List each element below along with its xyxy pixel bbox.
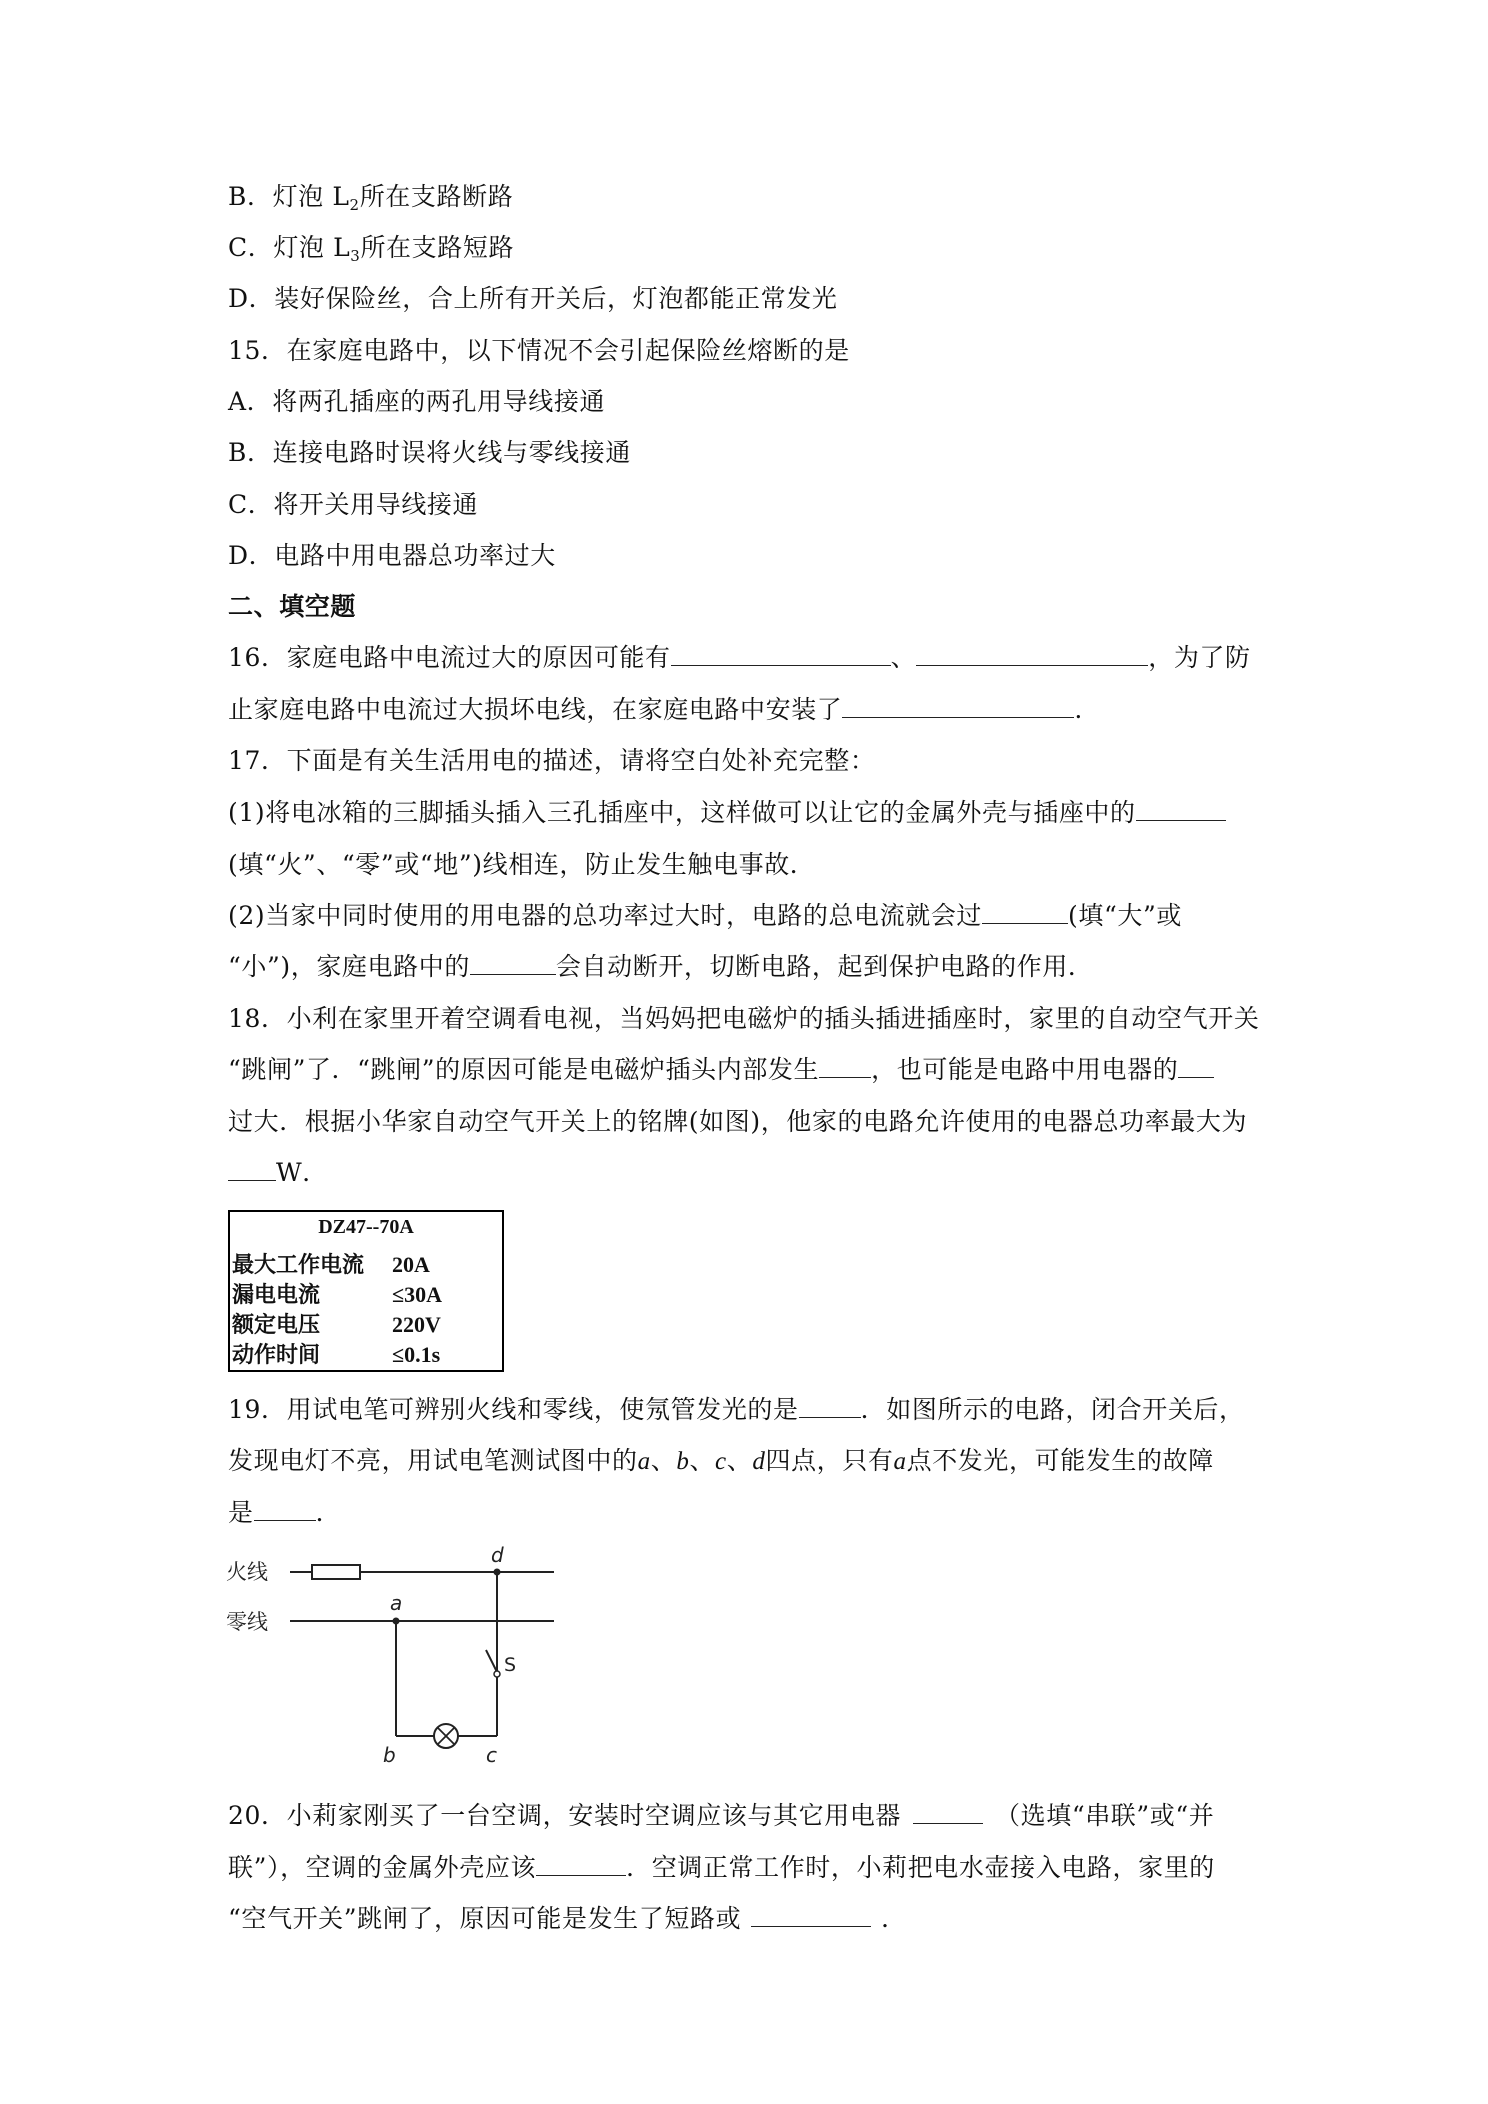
q20-line2	[228, 1851, 1215, 1885]
q18-line1: 18．小利在家里开着空调看电视，当妈妈把电磁炉的插头插进插座时，家里的自动空气开关	[228, 1004, 1260, 1033]
q16-text-2: ，为了防	[1148, 643, 1251, 672]
q19-line1	[228, 1393, 1245, 1427]
q18-line2	[228, 1053, 1214, 1087]
fuse	[312, 1565, 360, 1579]
q17-s1-text: (1)将电冰箱的三脚插头插入三孔插座中，这样做可以让它的金属外壳与插座中的	[228, 798, 1136, 827]
q17-s2-line2	[228, 950, 1094, 984]
q14-option-b-text: B．灯泡 L	[228, 182, 350, 211]
q17-s1-line1	[228, 796, 1226, 830]
q14-option-b	[228, 180, 513, 214]
q16-separator: 、	[890, 643, 917, 672]
switch-contact	[494, 1671, 500, 1677]
q17-s2-line2-text: “小”)，家庭电路中的	[228, 952, 470, 981]
q20-line3-text: “空气开关”跳闸了，原因可能是发生了短路或	[228, 1904, 742, 1933]
q16-text-3: 止家庭电路中电流过大损坏电线，在家庭电路中安装了	[228, 695, 843, 724]
junction-a	[393, 1618, 400, 1625]
q17-blank-1[interactable]	[1136, 798, 1226, 821]
q19-line3-end: ．	[315, 1498, 342, 1527]
q18-blank-1[interactable]	[819, 1055, 871, 1078]
q18-unit: W．	[276, 1158, 328, 1187]
q14-option-c	[228, 231, 514, 265]
q17-s2-text-end: (填“大”或	[1068, 901, 1182, 930]
q20-blank-1[interactable]	[913, 1801, 983, 1824]
q20-line1-text: 20．小莉家刚买了一台空调，安装时空调应该与其它用电器	[228, 1801, 902, 1830]
q16-line2	[228, 693, 1083, 727]
breaker-nameplate	[228, 1210, 504, 1372]
q18-line4	[228, 1156, 328, 1190]
q14-option-d: D．装好保险丝，合上所有开关后，灯泡都能正常发光	[228, 284, 838, 313]
nameplate-value: 220V	[392, 1312, 441, 1337]
q19-point-a: a	[637, 1448, 651, 1475]
junction-d	[494, 1569, 501, 1576]
q19-point-b: b	[676, 1448, 690, 1475]
q20-line1	[228, 1799, 1214, 1833]
q19-line1-text: 19．用试电笔可辨别火线和零线，使氖管发光的是	[228, 1395, 799, 1424]
q14-option-c-text: C．灯泡 L	[228, 233, 351, 262]
q16-blank-2[interactable]	[916, 643, 1148, 666]
q17-blank-3[interactable]	[470, 952, 556, 975]
q17-s2-line2-text-end: 会自动断开，切断电路，起到保护电路的作用．	[555, 952, 1094, 981]
q15-stem: 15．在家庭电路中，以下情况不会引起保险丝熔断的是	[228, 336, 850, 365]
q16-period: .	[1074, 695, 1083, 724]
q20-blank-3[interactable]	[751, 1904, 871, 1927]
point-b-label: b	[383, 1743, 396, 1767]
q19-line1-text-end: ．如图所示的电路，闭合开关后，	[860, 1395, 1245, 1424]
nameplate-value: 20A	[392, 1252, 430, 1277]
q20-line2-text: 联”），空调的金属外壳应该	[228, 1853, 537, 1882]
q17-s2-text: (2)当家中同时使用的用电器的总功率过大时，电路的总电流就会过	[228, 901, 983, 930]
q18-blank-2[interactable]	[1178, 1055, 1214, 1078]
point-d-label: d	[491, 1546, 504, 1567]
neutral-wire-label: 零线	[226, 1610, 268, 1634]
q19-point-d: d	[752, 1448, 766, 1475]
nameplate-row	[232, 1278, 442, 1309]
nameplate-label: 漏电电流	[232, 1282, 321, 1307]
q17-stem: 17．下面是有关生活用电的描述，请将空白处补充完整：	[228, 746, 876, 775]
switch-label: S	[504, 1654, 517, 1676]
nameplate-label: 最大工作电流	[232, 1252, 365, 1277]
q19-separator: 、	[689, 1446, 716, 1475]
q18-blank-3[interactable]	[228, 1158, 276, 1181]
q17-blank-2[interactable]	[982, 901, 1068, 924]
nameplate-value: ≤0.1s	[392, 1342, 441, 1367]
q19-line2-mid: 四点，只有	[765, 1446, 894, 1475]
q20-blank-2[interactable]	[536, 1853, 626, 1876]
nameplate-label: 额定电压	[232, 1312, 321, 1337]
q14-option-b-text-end: 所在支路断路	[359, 182, 514, 211]
q16-blank-1[interactable]	[671, 643, 891, 666]
q14-option-c-subscript: 3	[350, 247, 361, 265]
q15-option-a: A．将两孔插座的两孔用导线接通	[228, 387, 606, 416]
q19-line2	[228, 1444, 1214, 1479]
section-heading: 二、填空题	[228, 592, 357, 621]
q15-option-c: C．将开关用导线接通	[228, 490, 479, 519]
q19-line2-text: 发现电灯不亮，用试电笔测试图中的	[228, 1446, 638, 1475]
q19-line3	[228, 1496, 341, 1530]
q19-blank-1[interactable]	[799, 1395, 861, 1418]
point-a-label: a	[390, 1591, 403, 1615]
q19-separator: 、	[726, 1446, 753, 1475]
live-wire-label: 火线	[226, 1560, 268, 1584]
nameplate-label: 动作时间	[232, 1342, 321, 1367]
q19-separator: 、	[650, 1446, 677, 1475]
q19-point-a-ref: a	[893, 1448, 907, 1475]
q18-line2-text: “跳闸”了．“跳闸”的原因可能是电磁炉插头内部发生	[228, 1055, 820, 1084]
q16-line1	[228, 641, 1251, 675]
q19-line2-text-end: 点不发光，可能发生的故障	[906, 1446, 1214, 1475]
q19-line3-text: 是	[228, 1498, 254, 1527]
q14-option-c-text-end: 所在支路短路	[360, 233, 515, 262]
nameplate-row	[232, 1248, 430, 1279]
q18-line3: 过大．根据小华家自动空气开关上的铭牌(如图)，他家的电路允许使用的电器总功率最大为	[228, 1107, 1248, 1136]
q19-point-c: c	[715, 1448, 727, 1475]
circuit-diagram	[220, 1546, 560, 1776]
q15-option-b: B．连接电路时误将火线与零线接通	[228, 438, 631, 467]
q16-text-1: 16．家庭电路中电流过大的原因可能有	[228, 643, 671, 672]
nameplate-value: ≤30A	[392, 1282, 442, 1307]
nameplate-row	[232, 1308, 441, 1339]
nameplate-title: DZ47--70A	[318, 1216, 414, 1238]
q20-line2-text-end: ．空调正常工作时，小莉把电水壶接入电路，家里的	[626, 1853, 1215, 1882]
q15-option-d: D．电路中用电器总功率过大	[228, 541, 556, 570]
q20-line1-text-end: （选填“串联”或“并	[995, 1801, 1215, 1830]
q20-line3	[228, 1902, 907, 1936]
q20-line3-end: ．	[881, 1904, 907, 1933]
q16-blank-3[interactable]	[842, 695, 1074, 718]
nameplate-row	[232, 1338, 440, 1369]
switch-blade	[486, 1650, 497, 1672]
point-c-label: c	[486, 1743, 497, 1767]
q19-blank-2[interactable]	[254, 1498, 316, 1521]
q17-s2-line1	[228, 899, 1182, 933]
q14-option-b-subscript: 2	[349, 196, 360, 214]
q18-line2-text-end: ，也可能是电路中用电器的	[871, 1055, 1179, 1084]
q17-s1-line2: (填“火”、“零”或“地”)线相连，防止发生触电事故．	[228, 850, 816, 879]
